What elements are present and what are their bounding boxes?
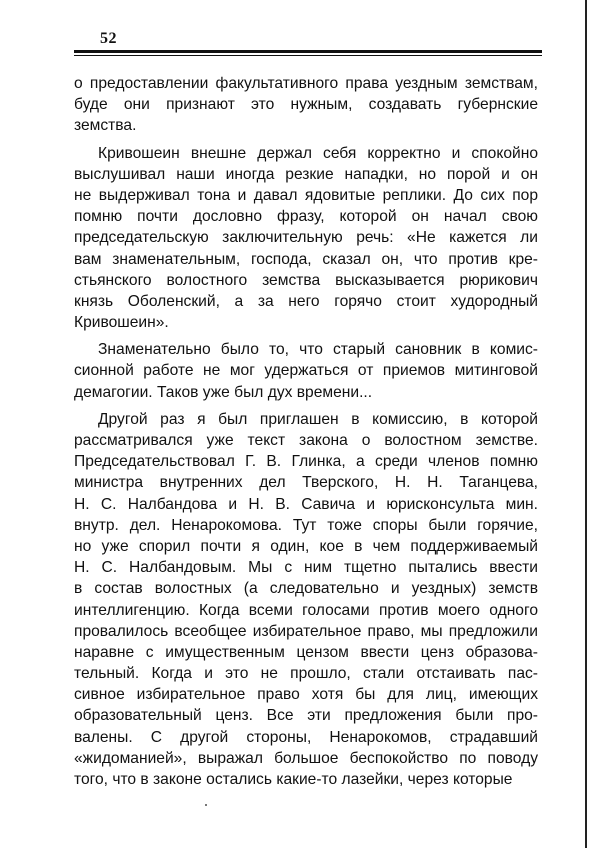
text-line: Знаменательно было то, что старый сановник в комис- bbox=[98, 341, 538, 359]
text-line: образовательный ценз. Все эти предложения были про- bbox=[74, 707, 538, 725]
text-line: Н. С. Налбандовым. Мы с ним тщетно пытались ввести bbox=[74, 559, 538, 577]
text-line: валены. С другой стороны, Ненарокомов, страдавший bbox=[74, 728, 538, 746]
text-line: того, что в законе остались какие-то лазейки, через которые bbox=[74, 771, 513, 788]
scan-speck bbox=[205, 804, 207, 806]
paragraph bbox=[74, 409, 538, 790]
text-line: Другой раз я был приглашен в комиссию, в которой bbox=[98, 410, 538, 428]
text-line: министра внутренних дел Тверского, Н. Н. Таганцева, bbox=[74, 474, 538, 492]
text-line: председательскую заключительную речь: «Не кажется ли bbox=[74, 229, 538, 247]
text-line: в состав волостных (а следовательно и уездных) земств bbox=[74, 580, 538, 598]
text-line: не выдерживал тона и давал ядовитые реплики. До сих пор bbox=[74, 186, 538, 204]
text-line: провалилось всеобщее избирательное право, мы предложили bbox=[74, 622, 538, 640]
text-line: интеллигенцию. Когда всеми голосами против моего одного bbox=[74, 601, 538, 619]
text-line: сивное избирательное право хотя бы для лиц, имеющих bbox=[74, 686, 538, 704]
text-line: тельный. Когда и это не прошло, стали отстаивать пас- bbox=[74, 665, 538, 683]
text-line: рассматривался уже текст закона о волостном земстве. bbox=[74, 432, 538, 449]
text-line: наравне с имущественным цензом ввести ценз образова- bbox=[74, 643, 538, 661]
text-line: сионной работе не мог удержаться от приемов митинговой bbox=[74, 362, 538, 380]
body-text bbox=[74, 73, 538, 790]
text-line: «жидоманией», выражал большое беспокойство по поводу bbox=[74, 749, 538, 767]
text-line: Н. С. Налбандова и Н. В. Савича и юрисконсульта мин. bbox=[74, 495, 538, 513]
text-line: Председательствовал Г. В. Глинка, а среди членов помню bbox=[74, 453, 538, 471]
page-number: 52 bbox=[100, 30, 117, 47]
text-line: помню почти дословно фразу, которой он начал свою bbox=[74, 208, 538, 226]
header-rule-thick bbox=[74, 50, 542, 53]
text-line: буде они признают это нужным, создавать губернские bbox=[74, 96, 538, 114]
text-line: но уже спорил почти я один, кое в чем поддерживаемый bbox=[74, 537, 538, 555]
page-edge bbox=[585, 0, 587, 848]
text-line: внутр. дел. Ненарокомова. Тут тоже споры были горячие, bbox=[74, 516, 538, 534]
paragraph bbox=[74, 339, 538, 403]
text-line: демагогии. Таков уже был дух времени... bbox=[74, 383, 373, 401]
header-rule-thin bbox=[74, 55, 542, 56]
paragraph bbox=[74, 143, 538, 334]
text-line: князь Оболенский, а за него горячо стоит худородный bbox=[74, 292, 538, 310]
text-line: Кривошеин». bbox=[74, 314, 169, 332]
text-line: Кривошеин внешне держал себя корректно и спокойно bbox=[98, 144, 538, 162]
text-line: выслушивал наши иногда резкие нападки, но порой и он bbox=[74, 165, 538, 183]
text-line: о предоставлении факультативного права уездным земствам, bbox=[74, 75, 538, 92]
text-line: земства. bbox=[74, 117, 137, 135]
text-line: вам знаменательным, господа, сказал он, что против кре- bbox=[74, 250, 538, 268]
paragraph bbox=[74, 73, 538, 137]
text-line: стьянского волостного земства высказывается рюрикович bbox=[74, 271, 538, 289]
